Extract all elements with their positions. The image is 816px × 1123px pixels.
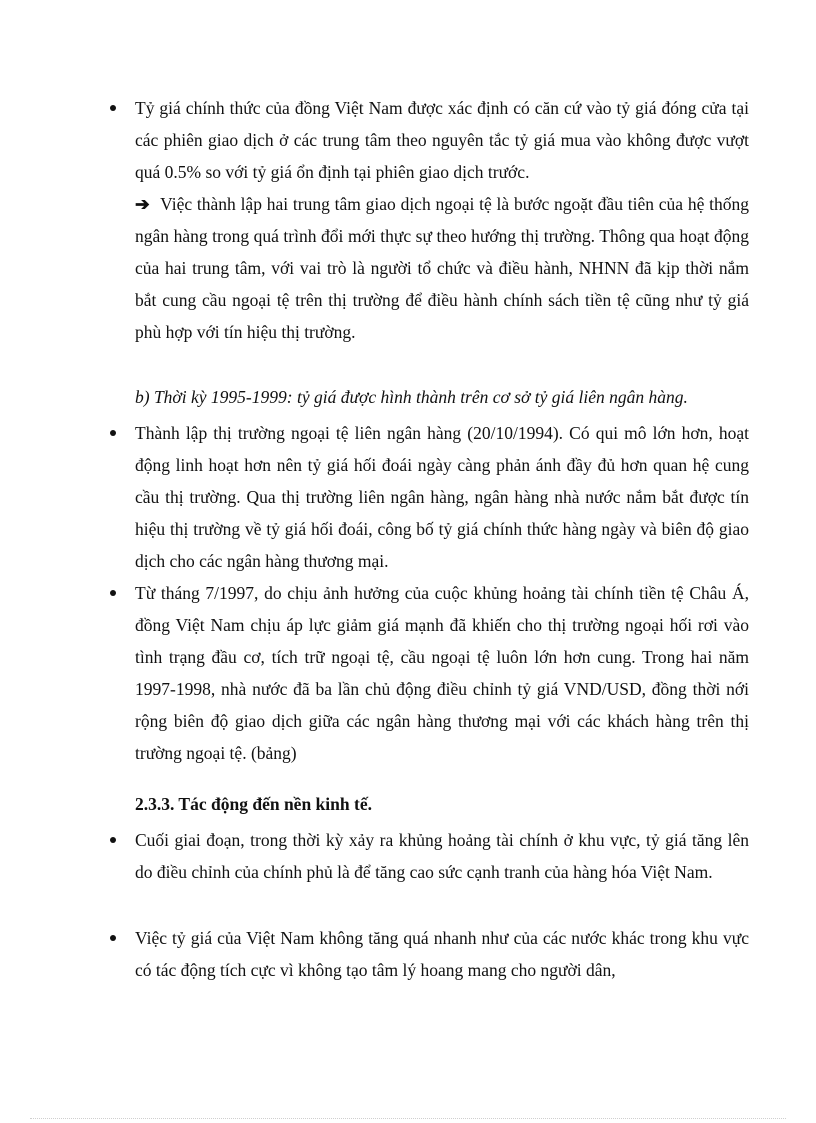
- bullet-icon: [110, 430, 116, 436]
- subheading-period-1995-1999: [135, 381, 749, 413]
- bullet-paragraph-5: [135, 922, 749, 986]
- section-heading-2-3-3: [135, 788, 749, 820]
- paragraph-text: Tỷ giá chính thức của đồng Việt Nam được xác định có căn cứ vào tỷ giá đóng cửa tại các phiên giao dịch ở các trung tâm theo nguyên tắc tỷ giá mua vào không được vượt quá 0.5% so với tỷ giá ổn định tại phiên giao dịch trước.: [135, 98, 749, 182]
- right-arrow-icon: ➔: [135, 194, 150, 214]
- bullet-paragraph-1: [135, 92, 749, 188]
- bullet-paragraph-4: [135, 824, 749, 888]
- bullet-icon: [110, 105, 116, 111]
- paragraph-text: Từ tháng 7/1997, do chịu ảnh hưởng của cuộc khủng hoảng tài chính tiền tệ Châu Á, đồng Việt Nam chịu áp lực giảm giá mạnh đã khiến cho thị trường ngoại hối rơi vào tình trạng đầu cơ, tích trữ ngoại tệ, cầu ngoại tệ luôn lớn hơn cung. Trong hai năm 1997-1998, nhà nước đã ba lần chủ động điều chỉnh tỷ giá VND/USD, đồng thời nới rộng biên độ giao dịch giữa các ngân hàng thương mại với các khách hàng trên thị trường ngoại tệ. (bảng): [135, 583, 749, 763]
- page-bottom-divider: [30, 1118, 786, 1119]
- arrow-paragraph: [135, 188, 749, 348]
- bullet-icon: [110, 837, 116, 843]
- bullet-icon: [110, 590, 116, 596]
- paragraph-text: Cuối giai đoạn, trong thời kỳ xảy ra khủng hoảng tài chính ở khu vực, tỷ giá tăng lên do điều chỉnh của chính phủ là để tăng cao sức cạnh tranh của hàng hóa Việt Nam.: [135, 830, 749, 882]
- paragraph-text: Việc thành lập hai trung tâm giao dịch ngoại tệ là bước ngoặt đầu tiên của hệ thống ngân hàng trong quá trình đổi mới thực sự theo hướng thị trường. Thông qua hoạt động của hai trung tâm, với vai trò là người tổ chức và điều hành, NHNN đã kịp thời nắm bắt cung cầu ngoại tệ trên thị trường để điều hành chính sách tiền tệ cũng như tỷ giá phù hợp với tín hiệu thị trường.: [135, 194, 749, 342]
- subheading-text: b) Thời kỳ 1995-1999: tỷ giá được hình thành trên cơ sở tỷ giá liên ngân hàng.: [135, 387, 688, 407]
- bullet-icon: [110, 935, 116, 941]
- bullet-paragraph-3: [135, 577, 749, 769]
- paragraph-text: Thành lập thị trường ngoại tệ liên ngân hàng (20/10/1994). Có qui mô lớn hơn, hoạt động linh hoạt hơn nên tỷ giá hối đoái ngày càng phản ánh đầy đủ hơn quan hệ cung cầu thị trường. Qua thị trường liên ngân hàng, ngân hàng nhà nước nắm bắt được tín hiệu thị trường về tỷ giá hối đoái, công bố tỷ giá chính thức hàng ngày và biên độ giao dịch cho các ngân hàng thương mại.: [135, 423, 749, 571]
- paragraph-text: Việc tỷ giá của Việt Nam không tăng quá nhanh như của các nước khác trong khu vực có tác động tích cực vì không tạo tâm lý hoang mang cho người dân,: [135, 928, 749, 980]
- bullet-paragraph-2: [135, 417, 749, 577]
- heading-text: 2.3.3. Tác động đến nền kinh tế.: [135, 794, 372, 814]
